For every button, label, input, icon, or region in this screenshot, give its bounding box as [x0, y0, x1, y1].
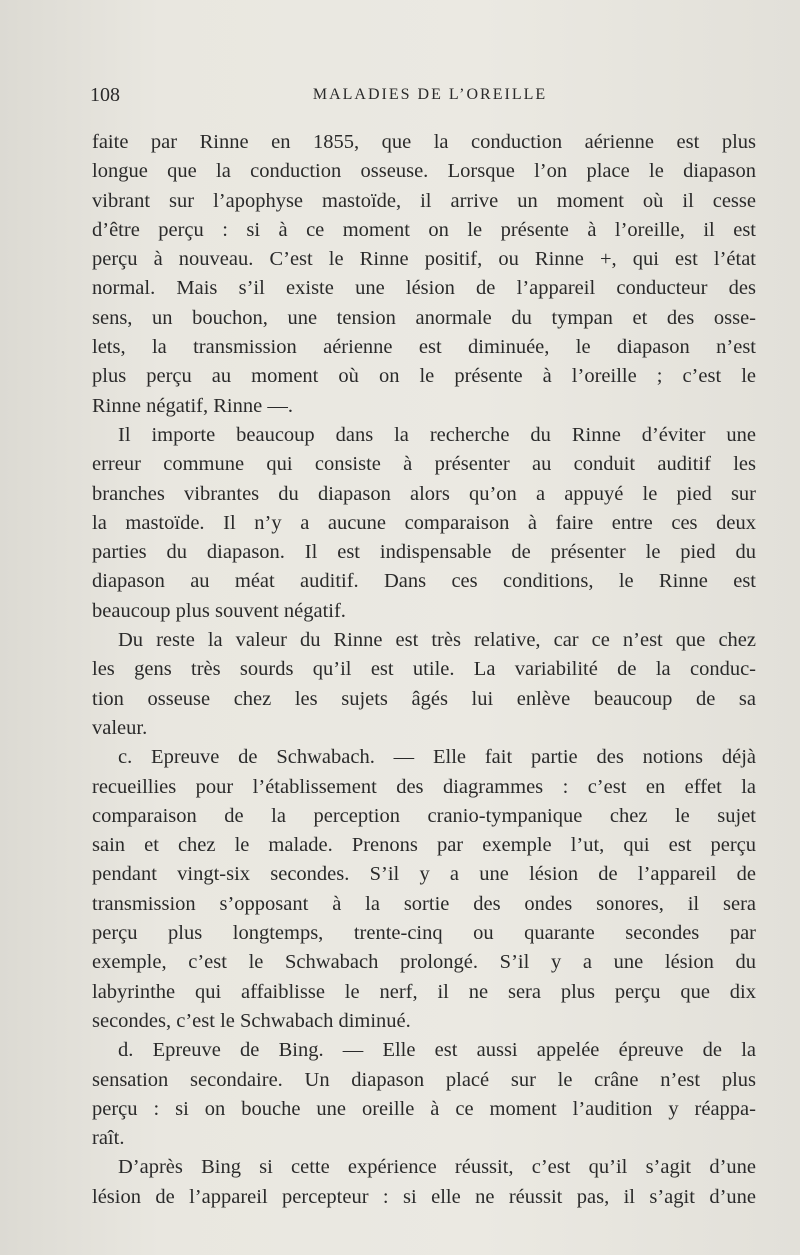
text-line: la mastoïde. Il n’y a aucune comparaison à faire entre ces deux — [92, 511, 756, 534]
text-line: lésion de l’appareil percepteur : si elle ne réussit pas, il s’agit d’une — [92, 1185, 756, 1208]
text-line: beaucoup plus souvent négatif. — [92, 599, 346, 622]
text-line: vibrant sur l’apophyse mastoïde, il arrive un moment où il cesse — [92, 189, 756, 212]
page-number: 108 — [90, 84, 120, 106]
text-line: sain et chez le malade. Prenons par exemple l’ut, qui est perçu — [92, 834, 756, 857]
text-line: valeur. — [92, 716, 148, 739]
text-line: parties du diapason. Il est indispensable de présenter le pied du — [92, 541, 756, 564]
text-line: erreur commune qui consiste à présenter au conduit auditif les — [92, 453, 756, 476]
text-line: Du reste la valeur du Rinne est très relative, car ce n’est que chez — [118, 629, 756, 652]
text-line: perçu : si on bouche une oreille à ce moment l’audition y réappa- — [92, 1097, 756, 1120]
text-line: diapason au méat auditif. Dans ces conditions, le Rinne est — [92, 570, 756, 593]
text-line: sens, un bouchon, une tension anormale du tympan et des osse- — [92, 306, 756, 329]
text-line: lets, la transmission aérienne est diminuée, le diapason n’est — [92, 336, 756, 359]
text-line: sensation secondaire. Un diapason placé sur le crâne n’est plus — [92, 1068, 756, 1091]
text-line: recueillies pour l’établissement des diagrammes : c’est en effet la — [92, 775, 756, 798]
text-line: les gens très sourds qu’il est utile. La variabilité de la conduc- — [92, 658, 756, 681]
text-line: pendant vingt-six secondes. S’il y a une lésion de l’appareil de — [92, 863, 756, 886]
text-line: raît. — [92, 1127, 125, 1150]
text-line: secondes, c’est le Schwabach diminué. — [92, 1009, 411, 1032]
text-line: perçu plus longtemps, trente-cinq ou quarante secondes par — [92, 922, 756, 945]
text-line: transmission s’opposant à la sortie des ondes sonores, il sera — [92, 892, 756, 915]
text-line: perçu à nouveau. C’est le Rinne positif, ou Rinne +, qui est l’état — [92, 248, 756, 271]
text-line: Il importe beaucoup dans la recherche du Rinne d’éviter une — [118, 423, 756, 446]
text-line: longue que la conduction osseuse. Lorsque l’on place le diapason — [92, 160, 756, 183]
text-line: c. Epreuve de Schwabach. — Elle fait partie des notions déjà — [118, 746, 756, 769]
text-line: labyrinthe qui affaiblisse le nerf, il ne sera plus perçu que dix — [92, 980, 756, 1003]
page-header — [90, 82, 770, 112]
text-line: d. Epreuve de Bing. — Elle est aussi appelée épreuve de la — [118, 1039, 756, 1062]
text-line: d’être perçu : si à ce moment on le présente à l’oreille, il est — [92, 218, 756, 241]
text-line: Rinne négatif, Rinne —. — [92, 394, 293, 417]
running-title: MALADIES DE L’OREILLE — [312, 86, 548, 103]
text-line: comparaison de la perception cranio-tympanique chez le sujet — [92, 804, 756, 827]
text-line: plus perçu au moment où on le présente à l’oreille ; c’est le — [92, 365, 756, 388]
text-line: faite par Rinne en 1855, que la conduction aérienne est plus — [92, 131, 756, 153]
text-line: tion osseuse chez les sujets âgés lui enlève beaucoup de sa — [92, 687, 756, 710]
text-line: exemple, c’est le Schwabach prolongé. S’il y a une lésion du — [92, 951, 756, 974]
text-line: D’après Bing si cette expérience réussit, c’est qu’il s’agit d’une — [118, 1156, 756, 1179]
text-line: branches vibrantes du diapason alors qu’on a appuyé le pied sur — [92, 482, 756, 505]
text-line: normal. Mais s’il existe une lésion de l’appareil conducteur des — [92, 277, 756, 300]
body-text — [92, 128, 756, 1212]
